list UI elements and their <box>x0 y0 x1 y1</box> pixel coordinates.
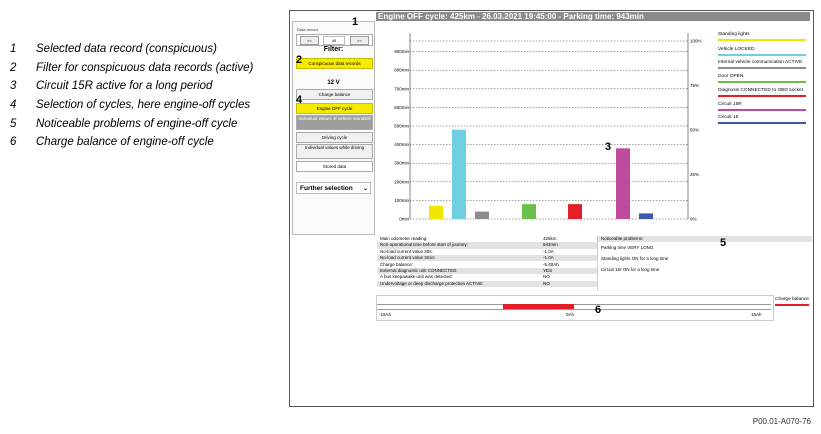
bar <box>452 130 466 219</box>
legend-text: Selected data record (conspicuous) <box>36 43 217 56</box>
y-tick-label: 800min <box>394 67 409 73</box>
charge-legend-label: Charge balance <box>775 297 809 302</box>
data-record-selector <box>296 34 373 46</box>
legend-text: Filter for conspicuous data records (active) <box>36 61 254 74</box>
filter-heading: Filter: <box>323 46 344 53</box>
voltage-label: 12 V <box>327 80 340 86</box>
legend-swatch <box>718 67 806 69</box>
charge-mid-label: 0Ah <box>566 312 575 317</box>
info-row <box>377 262 597 268</box>
info-key: Undervoltage or deep discharge protection ACTIVE: <box>380 280 484 286</box>
info-row <box>377 281 597 287</box>
legend-text: Noticeable problems of engine-off cycle <box>36 117 238 130</box>
legend-entry: Vehicle LOCKED <box>718 47 755 52</box>
info-key: No-load current value 30s: <box>380 248 433 254</box>
chart-canvas <box>376 23 715 222</box>
y-tick-label: 300min <box>394 160 409 166</box>
legend-num: 1 <box>10 43 17 56</box>
title-bar-extension <box>714 12 810 21</box>
bar <box>568 204 582 219</box>
info-key: External diagnostic unit CONNECTED: <box>380 268 458 273</box>
info-key: No-load current value 3min: <box>380 255 436 261</box>
info-value: NO <box>543 280 550 286</box>
stored-data-button[interactable]: Stored data <box>296 161 373 172</box>
callout-1: 1 <box>352 16 359 28</box>
charge-legend-swatch <box>775 304 809 306</box>
bar <box>639 213 653 219</box>
callout-4: 4 <box>296 94 303 106</box>
chevron-down-icon: ⌄ <box>362 186 368 192</box>
info-value: -1.0A <box>543 248 554 254</box>
next-record-button[interactable]: >> <box>350 36 369 45</box>
legend-num: 2 <box>10 61 17 74</box>
figure-reference: P00.01-A070-76 <box>752 417 811 426</box>
noticeable-problems-panel <box>597 236 812 290</box>
driving-cycle-button[interactable]: Driving cycle <box>296 132 373 143</box>
cycle-info-table <box>377 236 597 290</box>
info-row <box>377 236 597 242</box>
diagnosis-screen <box>289 10 814 407</box>
callout-2: 2 <box>296 54 303 66</box>
legend-item <box>10 77 288 96</box>
legend-entry: Standing lights <box>718 32 750 37</box>
info-key: Charge balance: <box>380 261 414 267</box>
legend-item <box>10 96 288 115</box>
info-row <box>377 249 597 255</box>
problem-item: Parking time VERY LONG <box>601 245 654 250</box>
record-number-field[interactable]: 49 <box>323 36 345 45</box>
legend-text: Charge balance of engine-off cycle <box>36 136 214 149</box>
y-tick-label: 900min <box>394 49 409 55</box>
callout-6: 6 <box>595 304 602 316</box>
legend-entry: Circuit 15R <box>718 102 742 107</box>
legend-swatch <box>718 95 806 97</box>
problem-item: Standing lights ON for a long time <box>601 256 669 261</box>
further-selection-dropdown[interactable] <box>296 182 371 194</box>
y-tick-label: 500min <box>394 123 409 129</box>
legend-item <box>10 133 288 152</box>
charge-balance-track <box>377 304 771 310</box>
charge-balance-legend <box>773 295 811 319</box>
problems-heading: Noticeable problems: <box>598 236 812 242</box>
legend-num: 4 <box>10 99 17 112</box>
info-key: Main odometer reading: <box>380 236 428 241</box>
charge-balance-fill <box>503 304 574 309</box>
y-tick-label: 700min <box>394 86 409 92</box>
further-selection-label: Further selection <box>300 185 353 192</box>
legend-swatch <box>718 122 806 124</box>
bar <box>429 206 443 219</box>
y-tick-label: 400min <box>394 142 409 148</box>
y2-tick-label: 0% <box>690 216 697 222</box>
callout-5: 5 <box>720 237 727 249</box>
info-row <box>377 274 597 280</box>
legend-entry: Internal vehicle communication ACTIVE <box>718 60 803 65</box>
legend-item <box>10 59 288 78</box>
info-value: -5.40Ah <box>543 261 559 267</box>
legend-item <box>10 114 288 133</box>
callout-3: 3 <box>605 141 612 153</box>
bar <box>522 204 536 219</box>
legend-swatch <box>718 81 806 83</box>
charge-max-label: 15Ah <box>751 312 762 317</box>
conspicuous-records-filter-button[interactable]: Conspicuous data records <box>296 58 373 69</box>
standstill-values-button[interactable]: Individual values of vehicle standstill <box>296 115 373 130</box>
legend-entry: Circuit 15 <box>718 115 739 120</box>
prev-record-button[interactable]: << <box>300 36 319 45</box>
info-key: Non-operational time before start of journey: <box>380 242 469 248</box>
info-row <box>377 255 597 261</box>
engine-off-chart <box>376 23 715 222</box>
charge-balance-button[interactable]: Charge balance <box>296 89 373 100</box>
info-key: A bus keepawake unit was detected: <box>380 274 453 280</box>
bar <box>616 148 630 219</box>
legend-entry: Diagnosis CONNECTED to OBD socket <box>718 88 804 93</box>
info-value: -1.0A <box>543 255 554 261</box>
y-tick-label: 600min <box>394 104 409 110</box>
problem-item: Circuit 15r ON for a long time <box>601 267 660 272</box>
engine-off-cycle-button[interactable]: Engine OFF cycle <box>296 103 373 114</box>
legend-swatch <box>718 39 806 41</box>
legend-item <box>10 40 288 59</box>
legend-text: Selection of cycles, here engine-off cycles <box>36 99 251 112</box>
data-record-label: Data record <box>297 27 318 32</box>
y-tick-label: 100min <box>394 197 409 203</box>
charge-min-label: -15Ah <box>379 312 392 317</box>
legend-text: Circuit 15R active for a long period <box>36 80 213 93</box>
filter-panel <box>292 21 375 235</box>
info-row <box>377 268 597 274</box>
y2-tick-label: 75% <box>690 83 700 88</box>
info-value: NO <box>543 274 550 280</box>
callout-legend <box>10 40 288 152</box>
info-value: 425km <box>543 236 557 241</box>
charge-balance-bar <box>376 295 774 321</box>
window-title: Engine OFF cycle: 425km - 26.03.2021 19:45:00 - Parking time: 943min <box>376 12 714 21</box>
y2-tick-label: 25% <box>690 172 700 177</box>
y2-tick-label: 50% <box>690 127 700 133</box>
legend-swatch <box>718 109 806 111</box>
legend-num: 6 <box>10 136 17 149</box>
legend-swatch <box>718 54 806 56</box>
driving-values-button[interactable]: Individual values while driving <box>296 144 373 159</box>
y-tick-label: 0min <box>399 216 409 222</box>
y-tick-label: 200min <box>394 179 409 185</box>
legend-num: 3 <box>10 80 17 93</box>
legend-num: 5 <box>10 117 17 130</box>
info-value: YES <box>543 268 553 273</box>
info-value: 943min <box>543 242 558 248</box>
bar <box>475 212 489 219</box>
info-row <box>377 242 597 248</box>
legend-entry: Door OPEN <box>718 74 744 79</box>
y2-tick-label: 100% <box>690 38 702 44</box>
